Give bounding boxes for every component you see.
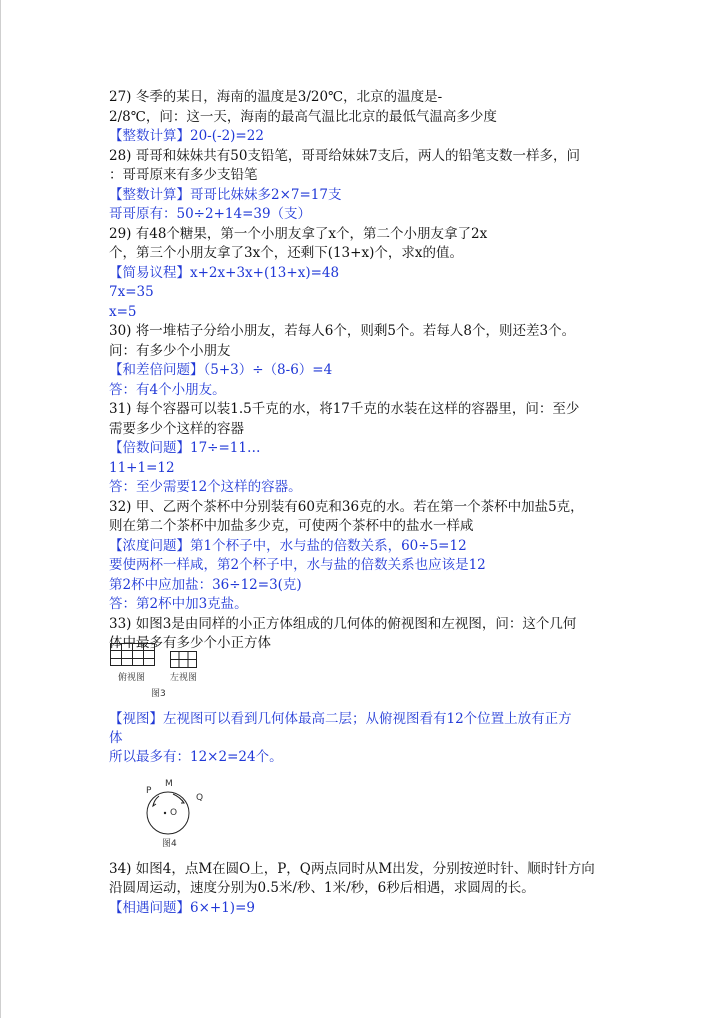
question-line: 30) 将一堆桔子分给小朋友，若每人6个，则剩5个。若每人8个，则还差3个。 xyxy=(109,323,576,339)
answer-line: x=5 xyxy=(109,303,137,320)
question-line: 问：有多少个小朋友 xyxy=(109,342,231,359)
figure-3-caption: 图3 xyxy=(151,689,166,699)
figure-4-caption: 图4 xyxy=(162,839,177,849)
answer-line: 答：第2杯中加3克盐。 xyxy=(109,596,248,612)
question-line: 28) 哥哥和妹妹共有50支铅笔，哥哥给妹妹7支后，两人的铅笔支数一样多，问 xyxy=(109,147,581,164)
left-view-grid xyxy=(170,651,198,669)
label-q: Q xyxy=(196,793,204,803)
answer-line: 【和差倍问题】（5+3）÷（8-6）=4 xyxy=(109,362,333,378)
question-line: 33) 如图3是由同样的小正方体组成的几何体的俯视图和左视图，问：这个几何 xyxy=(109,615,577,632)
answer-line: 7x=35 xyxy=(109,284,154,300)
answer-line: 答：有4个小朋友。 xyxy=(109,381,226,398)
left-view-label: 左视图 xyxy=(170,673,198,683)
question-line: 体中最多有多少个小正方体 xyxy=(109,635,271,651)
question-line: 沿圆周运动，速度分别为0.5米/秒、1米/秒，6秒后相遇，求圆周的长。 xyxy=(109,880,535,896)
answer-line: 【倍数问题】17÷=11… xyxy=(109,440,261,456)
question-line: 个，第三个小朋友拿了3x个，还剩下(13+x)个，求x的值。 xyxy=(109,245,463,261)
top-view-grid xyxy=(110,643,158,667)
answer-line: 【简易议程】x+2x+3x+(13+x)=48 xyxy=(109,264,340,281)
question-line: 29) 有48个糖果，第一个小朋友拿了x个，第二个小朋友拿了2x xyxy=(109,225,488,242)
answer-line: 【浓度问题】第1个杯子中，水与盐的倍数关系，60÷5=12 xyxy=(109,537,467,554)
top-view-label: 俯视图 xyxy=(118,673,146,683)
answer-line: 答：至少需要12个这样的容器。 xyxy=(109,479,302,495)
label-p: P xyxy=(146,786,152,796)
question-line: 需要多少个这样的容器 xyxy=(109,420,244,437)
answer-line: 【整数计算】哥哥比妹妹多2×7=17支 xyxy=(109,186,342,203)
question-line: 2/8℃，问：这一天，海南的最高气温比北京的最低气温高多少度 xyxy=(109,108,497,125)
answer-line: 【相遇问题】6×+1)=9 xyxy=(109,900,255,916)
label-o: O xyxy=(170,808,178,818)
answer-line: 第2杯中应加盐：36÷12=3(克) xyxy=(109,576,302,593)
question-line: 27) 冬季的某日，海南的温度是3/20℃，北京的温度是- xyxy=(109,89,443,105)
answer-line: 体 xyxy=(109,730,123,746)
answer-line: 11+1=12 xyxy=(109,459,175,476)
page-edge xyxy=(0,0,1,1018)
answer-line: 【整数计算】20-(-2)=22 xyxy=(109,128,264,144)
answer-line: 哥哥原有：50÷2+14=39（支） xyxy=(109,206,312,222)
question-line: 31) 每个容器可以装1.5千克的水，将17千克的水装在这样的容器里，问：至少 xyxy=(109,401,580,417)
label-m: M xyxy=(165,779,173,789)
question-line: 34) 如图4，点M在圆O上，P，Q两点同时从M出发，分别按逆时针、顺时针方向 xyxy=(109,861,595,877)
question-line: 则在第二个茶杯中加盐多少克，可使两个茶杯中的盐水一样咸 xyxy=(109,518,474,534)
answer-line: 【视图】左视图可以看到几何体最高二层；从俯视图看有12个位置上放有正方 xyxy=(109,711,572,727)
answer-line: 所以最多有：12×2=24个。 xyxy=(109,749,283,765)
question-line: 32) 甲、乙两个茶杯中分别装有60克和36克的水。若在第一个茶杯中加盐5克， xyxy=(109,498,584,515)
question-line: ：哥哥原来有多少支铅笔 xyxy=(109,167,258,183)
answer-line: 要使两杯一样咸，第2个杯子中，水与盐的倍数关系也应该是12 xyxy=(109,557,486,573)
